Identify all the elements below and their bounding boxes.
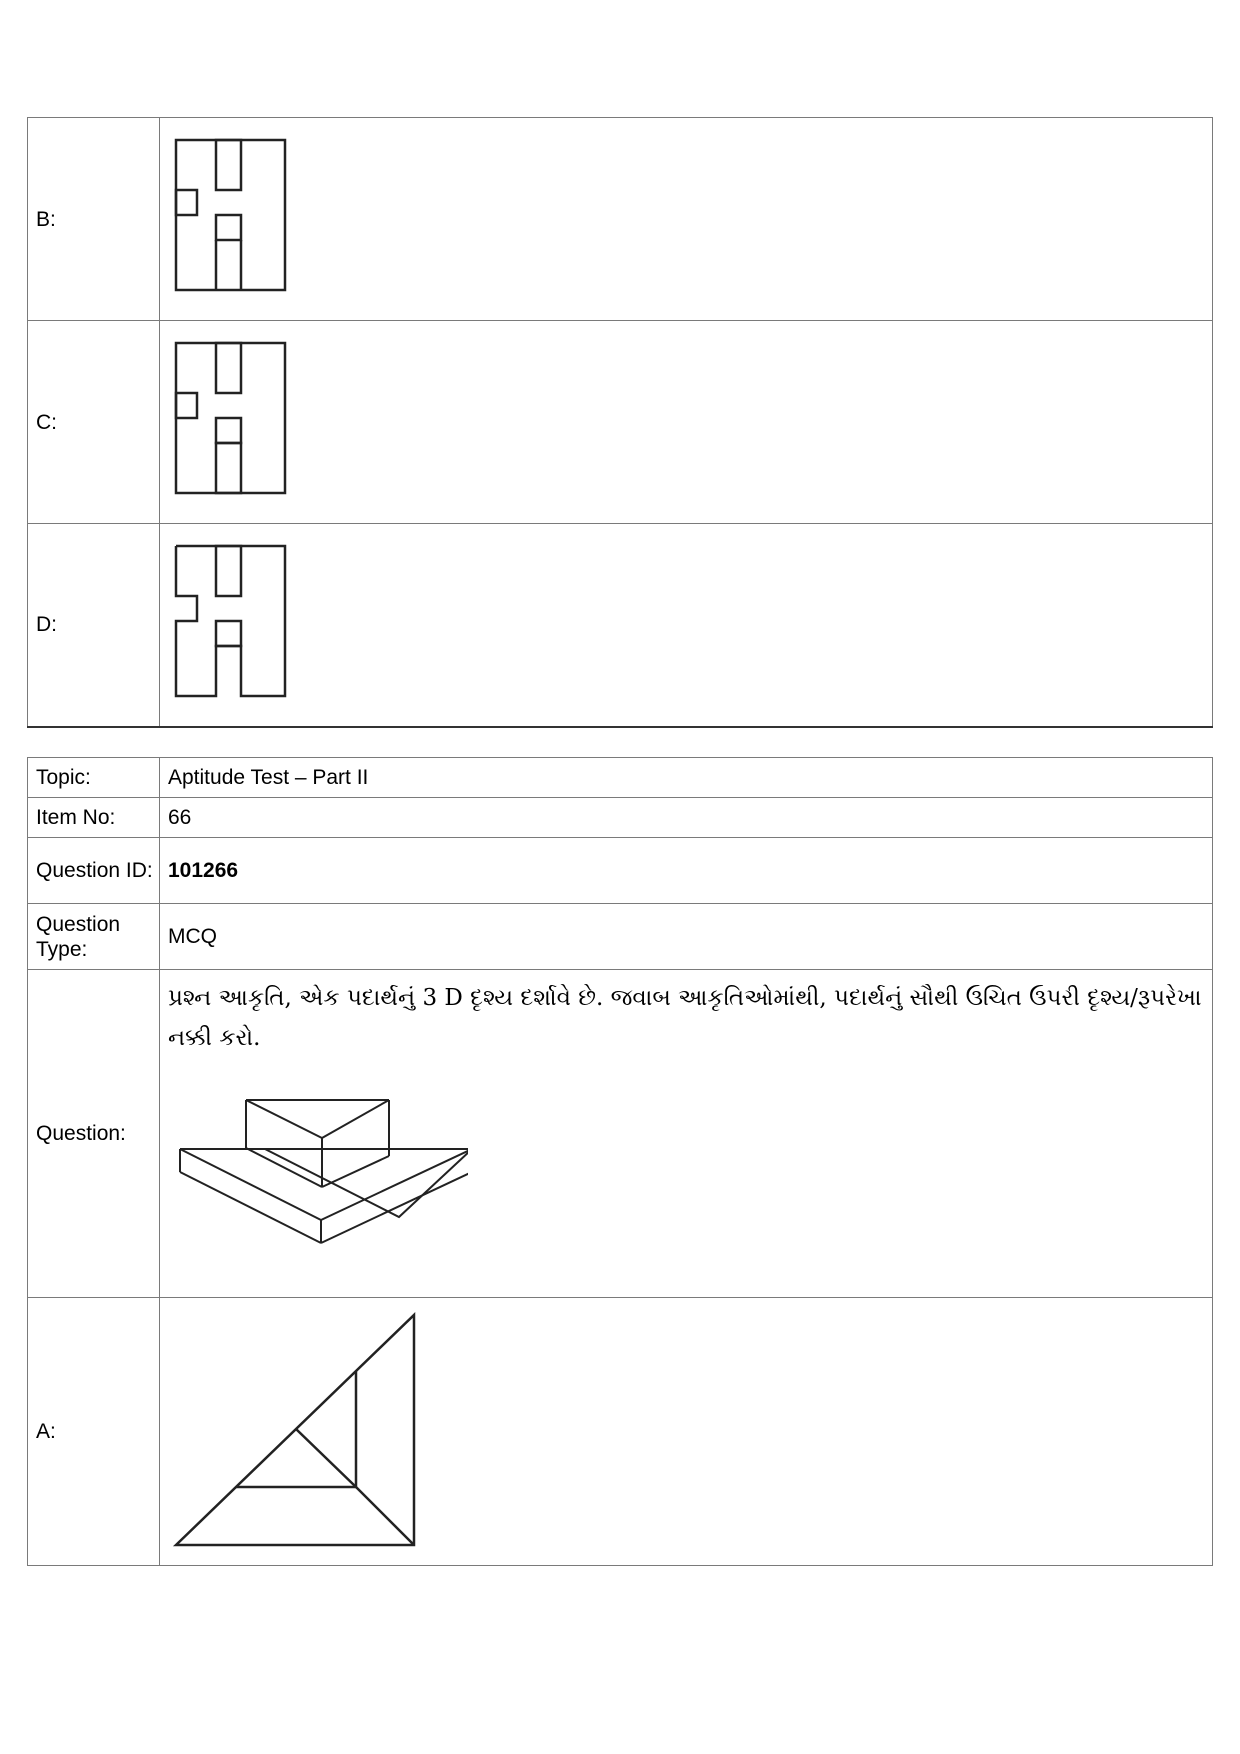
option-row-b — [28, 118, 1213, 321]
topic-label: Topic: — [28, 758, 160, 798]
question-label: Question: — [28, 970, 160, 1298]
option-row-c — [28, 321, 1213, 524]
options-table — [27, 117, 1213, 728]
option-row-d — [28, 524, 1213, 727]
question-id-label: Question ID: — [28, 838, 160, 904]
option-label-b: B: — [28, 118, 160, 321]
question-type-value: MCQ — [160, 904, 1213, 970]
question-text: પ્રશ્ન આકૃતિ, એક પદાર્થનું 3 D દૃશ્ય દર્શાવે છે. જવાબ આકૃતિઓમાંથી, પદાર્થનું સૌથી ઉચિત ઉપરી દૃશ્ય/રૂપરેખા નક્કી કરો. — [168, 985, 1202, 1051]
option-figure-c — [160, 321, 1213, 524]
question-row — [28, 970, 1213, 1298]
question-id-row — [28, 838, 1213, 904]
figure-a-drawing — [160, 1301, 420, 1563]
figure-c-drawing — [160, 327, 300, 517]
figure-d-drawing — [160, 530, 300, 720]
figure-b-drawing — [160, 124, 300, 314]
item-label: Item No: — [28, 798, 160, 838]
option-row-a — [28, 1298, 1213, 1566]
option-label-d: D: — [28, 524, 160, 727]
option-figure-d — [160, 524, 1213, 727]
question-info-table — [27, 757, 1213, 1566]
option-figure-b — [160, 118, 1213, 321]
option-label-a: A: — [28, 1298, 160, 1566]
question-cell — [160, 970, 1213, 1298]
topic-value: Aptitude Test – Part II — [160, 758, 1213, 798]
topic-row — [28, 758, 1213, 798]
question-3d-figure — [168, 1086, 468, 1286]
item-value: 66 — [160, 798, 1213, 838]
item-row — [28, 798, 1213, 838]
question-type-row — [28, 904, 1213, 970]
question-id-value: 101266 — [160, 838, 1213, 904]
option-figure-a — [160, 1298, 1213, 1566]
option-label-c: C: — [28, 321, 160, 524]
question-type-label: Question Type: — [28, 904, 160, 970]
